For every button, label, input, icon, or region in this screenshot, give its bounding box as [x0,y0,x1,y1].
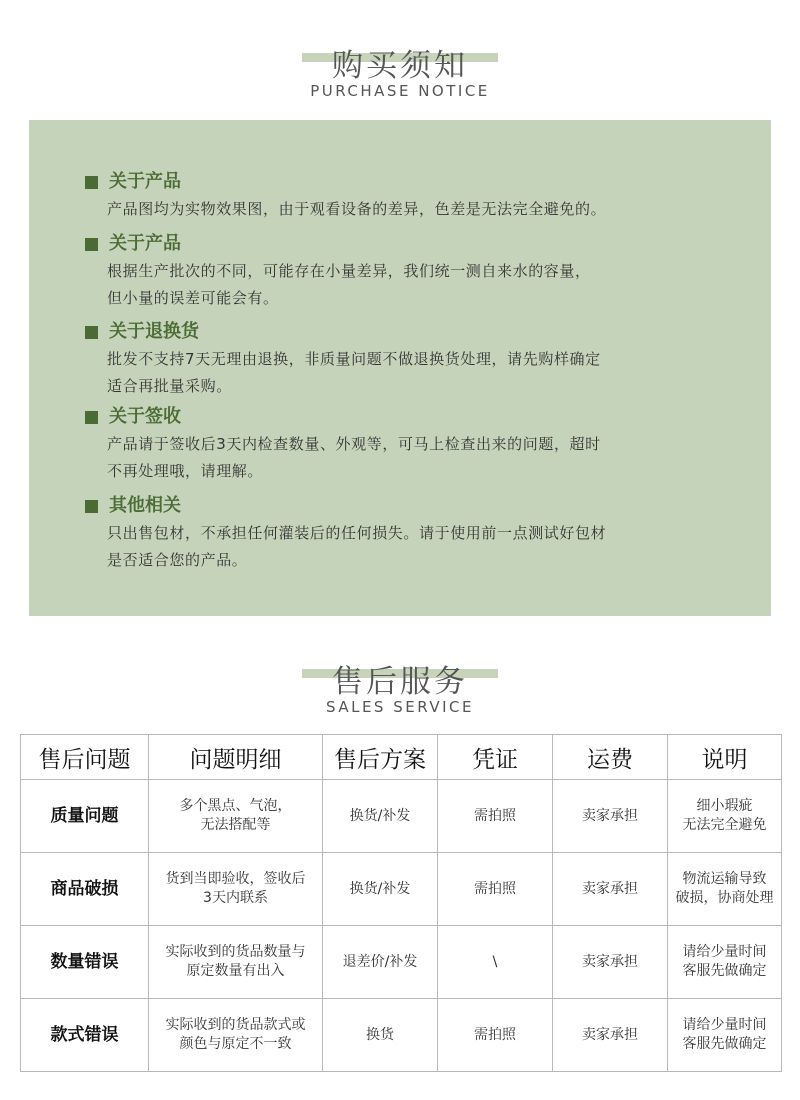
cell-issue: 数量错误 [21,926,149,999]
cell-note: 请给少量时间 客服先做确定 [668,999,782,1072]
notice-item-title: 其他相关 [85,494,755,518]
notice-item [85,170,755,223]
cell-issue: 质量问题 [21,780,149,853]
header-shipping: 运费 [553,735,668,780]
notice-item-title: 关于产品 [85,232,755,256]
bullet-square-icon [85,411,98,424]
bullet-square-icon [85,500,98,513]
service-table [20,734,782,1072]
notice-item-title: 关于签收 [85,405,755,429]
notice-item-body: 根据生产批次的不同，可能存在小量差异，我们统一测自来水的容量， 但小量的误差可能会有。 [107,262,591,307]
cell-plan: 退差价/补发 [323,926,438,999]
notice-heading-title: 购买须知 [332,48,468,84]
notice-item [85,232,755,312]
header-proof: 凭证 [438,735,553,780]
table-header-row [21,735,782,780]
cell-detail: 多个黑点、气泡， 无法搭配等 [149,780,323,853]
service-heading-title: 售后服务 [332,664,468,700]
cell-plan: 换货/补发 [323,780,438,853]
notice-item-title: 关于产品 [85,170,755,194]
notice-item-body: 批发不支持7天无理由退换，非质量问题不做退换货处理，请先购样确定 适合再批量采购。 [107,350,601,395]
bullet-square-icon [85,326,98,339]
cell-shipping: 卖家承担 [553,780,668,853]
cell-shipping: 卖家承担 [553,853,668,926]
cell-note: 请给少量时间 客服先做确定 [668,926,782,999]
notice-item [85,494,755,574]
cell-shipping: 卖家承担 [553,999,668,1072]
header-plan: 售后方案 [323,735,438,780]
cell-proof: 需拍照 [438,999,553,1072]
bullet-square-icon [85,238,98,251]
cell-proof: 需拍照 [438,853,553,926]
notice-item-title: 关于退换货 [85,320,755,344]
cell-note: 细小瑕疵 无法完全避免 [668,780,782,853]
cell-detail: 货到当即验收，签收后 3天内联系 [149,853,323,926]
service-heading-subtitle: SALES SERVICE [326,698,474,716]
bullet-square-icon [85,176,98,189]
table-row [21,999,782,1072]
notice-item-body: 产品图均为实物效果图，由于观看设备的差异，色差是无法完全避免的。 [107,200,607,218]
cell-detail: 实际收到的货品数量与 原定数量有出入 [149,926,323,999]
cell-proof: \ [438,926,553,999]
cell-issue: 款式错误 [21,999,149,1072]
table-row [21,926,782,999]
cell-note: 物流运输导致 破损，协商处理 [668,853,782,926]
notice-item [85,405,755,485]
notice-panel [29,120,771,616]
header-issue: 售后问题 [21,735,149,780]
header-note: 说明 [668,735,782,780]
cell-issue: 商品破损 [21,853,149,926]
header-detail: 问题明细 [149,735,323,780]
notice-item-body: 只出售包材，不承担任何灌装后的任何损失。请于使用前一点测试好包材 是否适合您的产品。 [107,524,607,569]
notice-item-body: 产品请于签收后3天内检查数量、外观等，可马上检查出来的问题，超时 不再处理哦，请理解。 [107,435,601,480]
cell-plan: 换货/补发 [323,853,438,926]
cell-plan: 换货 [323,999,438,1072]
cell-detail: 实际收到的货品款式或 颜色与原定不一致 [149,999,323,1072]
table-row [21,780,782,853]
cell-shipping: 卖家承担 [553,926,668,999]
notice-heading-subtitle: PURCHASE NOTICE [310,82,490,100]
table-row [21,853,782,926]
cell-proof: 需拍照 [438,780,553,853]
notice-item [85,320,755,400]
